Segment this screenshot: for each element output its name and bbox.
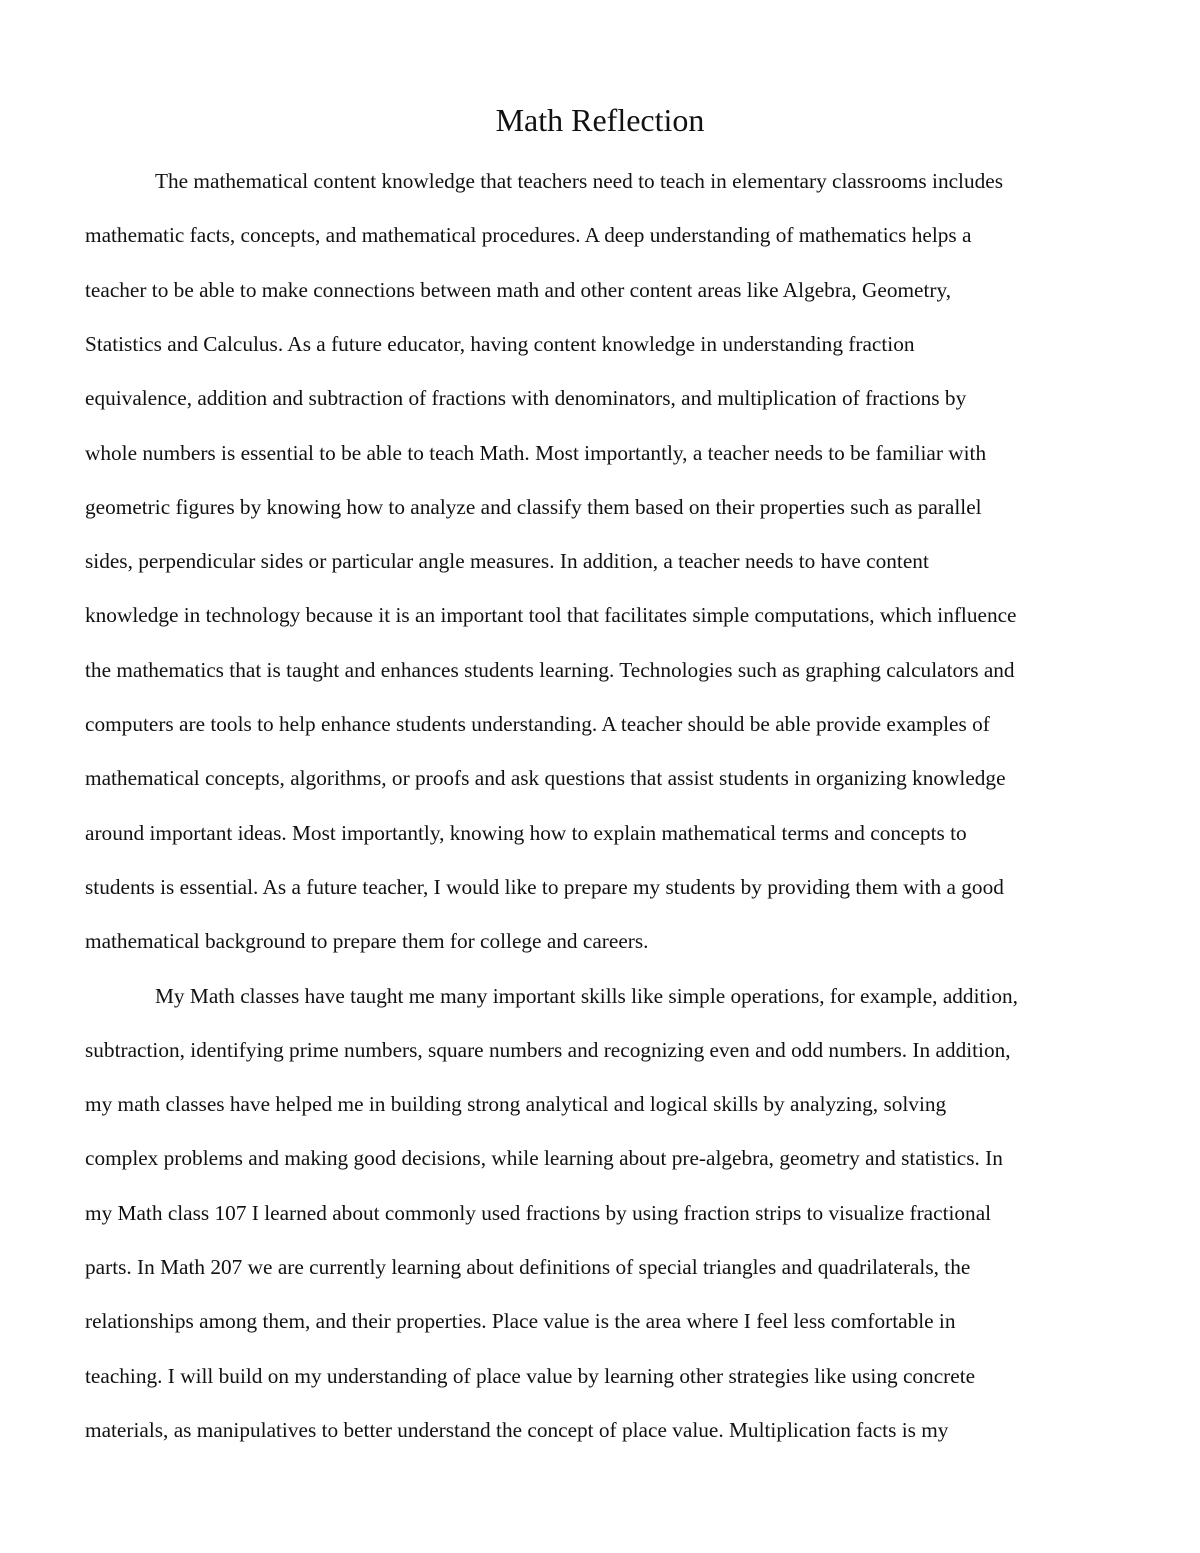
paragraph-line: teaching. I will build on my understanding of place value by learning other strategies like using concrete (85, 1363, 976, 1388)
paragraph-line: complex problems and making good decisions, while learning about pre-algebra, geometry and statistics. In (85, 1146, 1003, 1171)
paragraph-line: whole numbers is essential to be able to teach Math. Most importantly, a teacher needs to be familiar with (85, 440, 987, 465)
paragraph-line: mathematical concepts, algorithms, or proofs and ask questions that assist students in organizing knowledge (85, 766, 1006, 791)
paragraph-first-line: The mathematical content knowledge that teachers need to teach in elementary classrooms includes (155, 169, 1003, 193)
paragraph-first-line: My Math classes have taught me many important skills like simple operations, for example, addition, (155, 983, 1018, 1008)
paragraph-line: equivalence, addition and subtraction of fractions with denominators, and multiplication of fractions by (85, 386, 967, 411)
paragraph-line: sides, perpendicular sides or particular angle measures. In addition, a teacher needs to have content (85, 549, 929, 574)
paragraph-line: computers are tools to help enhance students understanding. A teacher should be able provide examples of (85, 712, 990, 736)
paragraph-line: knowledge in technology because it is an important tool that facilitates simple computations, which influence (85, 603, 1017, 628)
paragraph-line: my math classes have helped me in building strong analytical and logical skills by analyzing, solving (85, 1092, 947, 1117)
paragraph-line: around important ideas. Most importantly, knowing how to explain mathematical terms and concepts to (85, 820, 967, 845)
paragraph-line: mathematic facts, concepts, and mathematical procedures. A deep understanding of mathematics helps a (85, 223, 972, 248)
paragraph-line: materials, as manipulatives to better understand the concept of place value. Multiplication facts is my (85, 1417, 949, 1442)
paragraph-line: students is essential. As a future teacher, I would like to prepare my students by providing them with a good (85, 874, 1004, 899)
paragraph-line: my Math class 107 I learned about commonly used fractions by using fraction strips to visualize fractional (85, 1200, 992, 1225)
paragraph-line: mathematical background to prepare them for college and careers. (85, 929, 649, 954)
paragraph-line: subtraction, identifying prime numbers, square numbers and recognizing even and odd numbers. In addition, (85, 1037, 1011, 1062)
paragraph-line: parts. In Math 207 we are currently learning about definitions of special triangles and quadrilaterals, the (85, 1255, 971, 1279)
paragraph-line: geometric figures by knowing how to analyze and classify them based on their properties such as parallel (85, 494, 982, 519)
paragraph-line: relationships among them, and their properties. Place value is the area where I feel less comfortable in (85, 1309, 956, 1334)
paragraph-line: teacher to be able to make connections between math and other content areas like Algebra, Geometry, (85, 277, 952, 302)
paragraph-line: Statistics and Calculus. As a future educator, having content knowledge in understanding fraction (85, 331, 915, 356)
paragraph-line: the mathematics that is taught and enhances students learning. Technologies such as graphing calculators and (85, 657, 1015, 682)
document-title: Math Reflection (495, 102, 705, 138)
